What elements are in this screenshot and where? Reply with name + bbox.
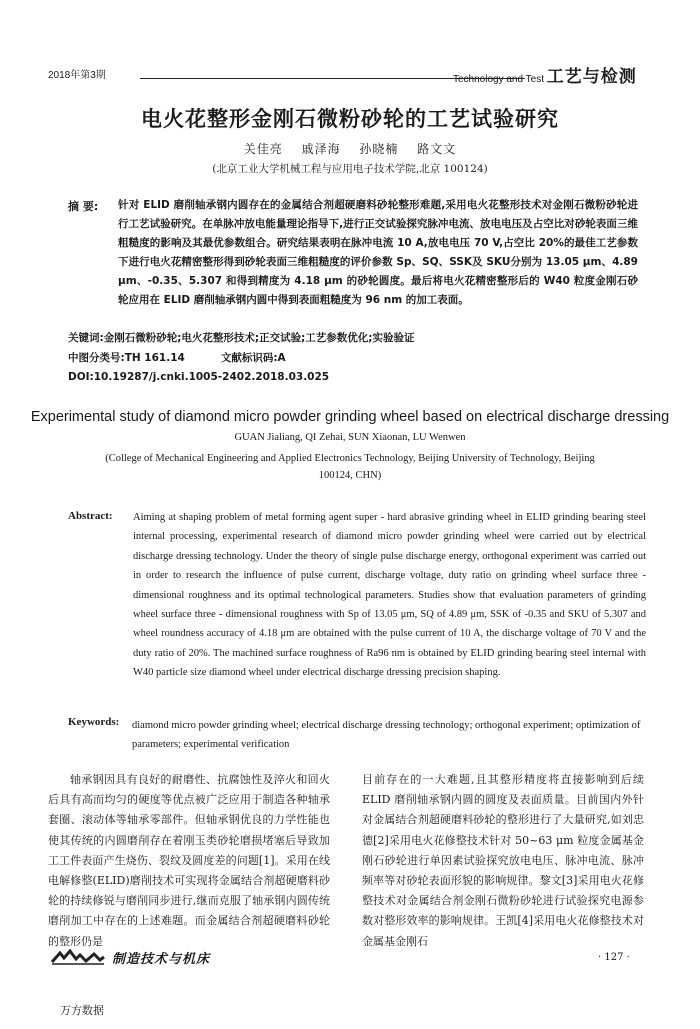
issue-label: 2018年第3期 bbox=[48, 70, 106, 81]
authors-en: GUAN Jialiang, QI Zehai, SUN Xiaonan, LU Wenwen bbox=[234, 432, 466, 443]
page-title: 电火花整形金刚石微粉砂轮的工艺试验研究 bbox=[141, 107, 559, 131]
abstract-en: Aiming at shaping problem of metal forming agent super - hard abrasive grinding wheel in ELID grinding bearing steel internal processing, experimental research of diamond micro powder grinding wheel were carried out by electrical discharge dressing technology. Under the theory of single pulse discharge energy, orthogonal experiment was carried out in order to research the influence of pulse current, discharge voltage, duty ratio on grinding wheel surface three - dimensional roughness and its optimal technological parameters. Studies show that evaluation parameters of grinding wheel surface three - dimensional roughness with Sp of 13.05 μm, SQ of 4.89 μm, SSK of -0.35 and SKU of 5.307 and wheel roundness accuracy of 4.18 μm are obtained with the pulse current of 10 A, the discharge voltage of 70 V and the duty ratio of 20%. The machined surface roughness of Ra96 nm is obtained by ELID grinding bearing steel internal with W40 particle size diamond wheel under electrical discharge dressing precision shaping. bbox=[133, 512, 646, 679]
english-title: Experimental study of diamond micro powder grinding wheel based on electrical discharge dressing bbox=[30, 409, 670, 425]
document-code: 文献标识码:A bbox=[220, 352, 286, 364]
journal-header bbox=[453, 62, 637, 87]
authors-cn: 关佳亮 戚泽海 孙晓楠 路文文 bbox=[243, 142, 457, 156]
abstract-cn-label: 摘 要: bbox=[68, 200, 99, 213]
publisher-logo-icon bbox=[50, 948, 106, 970]
classification-line bbox=[68, 350, 286, 365]
body-column-right: 目前存在的一大难题,且其整形精度将直接影响到后续 ELID 磨削轴承钢内圆的圆度及表面质量。目前国内外针对金属结合剂超硬磨料砂轮的整形进行了大量研究,如刘忠德[2]采用电火花修整技术针对 50~63 μm 粒度金属基金刚石砂轮进行单因素试验探究放电电压、脉冲电流、脉冲频率等对砂轮表面形貌的影响规律。黎文[3]采用电火花修整技术对金属结合剂金刚石微粉砂轮进行试验探究电源参数对整形效率的影响规律。王凯[4]采用电火花修整技术对金属基金刚石 bbox=[362, 773, 644, 948]
journal-section-cn: 工艺与检测 bbox=[546, 67, 637, 87]
body-column-left: 轴承钢因具有良好的耐磨性、抗腐蚀性及淬火和回火后具有高而均匀的硬度等优点被广泛应用于制造各种轴承套圈、滚动体等轴承零部件。但轴承钢优良的力学性能也使其传统的内圆磨削存在着刚玉类砂轮磨损堵塞后导致加工工件表面产生烧伤、裂纹及圆度差的问题[1]。采用在线电解修整(ELID)磨削技术可实现将金属结合剂超硬磨料砂轮的持续修锐与磨削同步进行,继而克服了轴承钢内圆传统磨削加工中存在的上述难题。而金属结合剂超硬磨料砂轮的整形仍是 bbox=[48, 773, 330, 948]
watermark-text: 万方数据 bbox=[60, 1004, 104, 1017]
doi[interactable]: DOI:10.19287/j.cnki.1005-2402.2018.03.025 bbox=[68, 371, 330, 383]
publication-name: 制造技术与机床 bbox=[112, 952, 211, 967]
keywords-en-label: Keywords: bbox=[68, 716, 120, 728]
page-number: · 127 · bbox=[598, 952, 630, 963]
keywords-cn: 关键词:金刚石微粉砂轮;电火花整形技术;正交试验;工艺参数优化;实验验证 bbox=[68, 332, 415, 344]
journal-name-en: Technology and Test bbox=[453, 74, 544, 85]
abstract-en-label: Abstract: bbox=[68, 510, 113, 522]
affiliation-en: (College of Mechanical Engineering and Applied Electronics Technology, Beijing University of Technology, Beijing 100124, CHN) bbox=[105, 453, 595, 481]
affiliation-cn: (北京工业大学机械工程与应用电子技术学院,北京 100124) bbox=[212, 163, 488, 175]
abstract-cn: 针对 ELID 磨削轴承钢内圆存在的金属结合剂超硬磨料砂轮整形难题,采用电火花整形技术对金刚石微粉砂轮进行工艺试验研究。在单脉冲放电能量理论指导下,进行正交试验探究脉冲电流、放电电压及占空比对砂轮表面三维粗糙度的影响及其最优参数组合。研究结果表明在脉冲电流 10 A,放电电压 70 V,占空比 20%的最佳工艺参数下进行电火花精密整形得到砂轮表面三维粗糙度的评价参数 Sp、SQ、SSK及 SKU分别为 13.05 μm、4.89 μm、-0.35、5.307 和得到精度为 4.18 μm 的砂轮圆度。最后将电火花精密整形后的 W40 粒度金刚石砂轮应用在 ELID 磨削轴承钢内圆中得到表面粗糙度为 96 nm 的加工表面。 bbox=[118, 199, 638, 306]
clc-number: 中图分类号:TH 161.14 bbox=[68, 352, 185, 364]
keywords-en: diamond micro powder grinding wheel; electrical discharge dressing technology; orthogonal experiment; optimization of parameters; experimental verification bbox=[132, 720, 641, 750]
